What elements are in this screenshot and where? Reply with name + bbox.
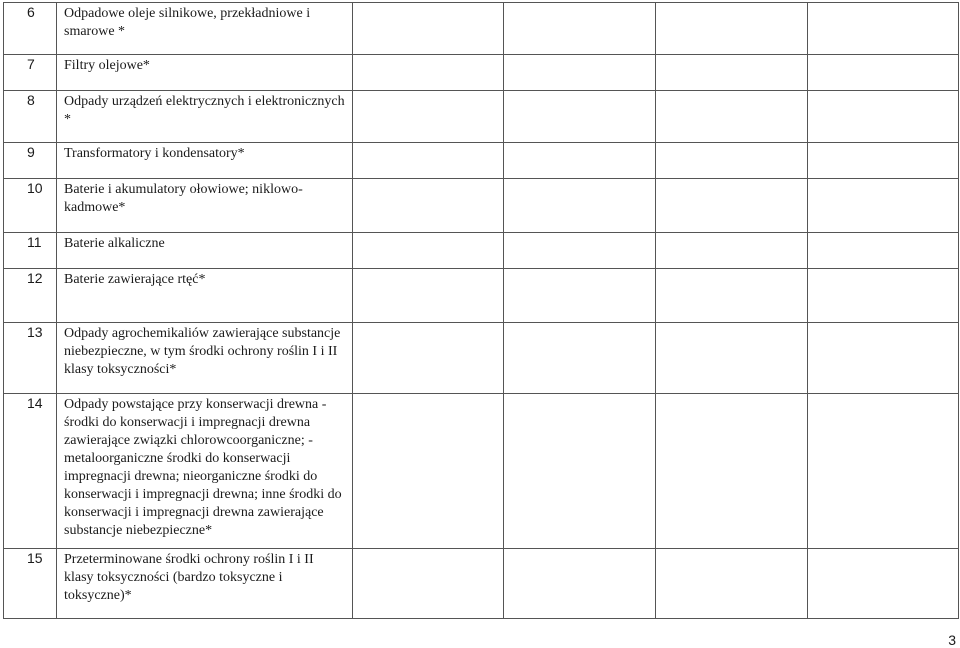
row-number: 14	[4, 394, 57, 549]
empty-cell	[353, 269, 504, 323]
waste-name: Baterie zawierające rtęć*	[57, 269, 353, 323]
empty-cell	[656, 143, 808, 179]
row-number: 7	[4, 55, 57, 91]
row-number: 8	[4, 91, 57, 143]
waste-table	[3, 2, 959, 619]
table-row	[4, 179, 959, 233]
waste-name: Odpadowe oleje silnikowe, przekładniowe i smarowe *	[57, 3, 353, 55]
empty-cell	[504, 55, 656, 91]
empty-cell	[504, 3, 656, 55]
empty-cell	[504, 269, 656, 323]
empty-cell	[808, 269, 959, 323]
empty-cell	[656, 549, 808, 619]
empty-cell	[656, 55, 808, 91]
empty-cell	[353, 233, 504, 269]
row-number: 11	[4, 233, 57, 269]
empty-cell	[353, 394, 504, 549]
empty-cell	[656, 3, 808, 55]
empty-cell	[353, 143, 504, 179]
table-row	[4, 269, 959, 323]
empty-cell	[656, 269, 808, 323]
empty-cell	[353, 3, 504, 55]
empty-cell	[504, 549, 656, 619]
table-row	[4, 549, 959, 619]
empty-cell	[808, 233, 959, 269]
empty-cell	[808, 394, 959, 549]
empty-cell	[504, 143, 656, 179]
empty-cell	[808, 179, 959, 233]
empty-cell	[656, 394, 808, 549]
empty-cell	[808, 323, 959, 394]
empty-cell	[353, 91, 504, 143]
page-number: 3	[948, 632, 956, 648]
empty-cell	[353, 179, 504, 233]
table-row	[4, 233, 959, 269]
waste-name: Transformatory i kondensatory*	[57, 143, 353, 179]
waste-name: Baterie i akumulatory ołowiowe; niklowo-kadmowe*	[57, 179, 353, 233]
row-number: 15	[4, 549, 57, 619]
table-row	[4, 394, 959, 549]
empty-cell	[504, 179, 656, 233]
empty-cell	[504, 323, 656, 394]
empty-cell	[504, 394, 656, 549]
empty-cell	[504, 233, 656, 269]
waste-name: Filtry olejowe*	[57, 55, 353, 91]
empty-cell	[353, 55, 504, 91]
row-number: 13	[4, 323, 57, 394]
row-number: 6	[4, 3, 57, 55]
table-row	[4, 143, 959, 179]
table-row	[4, 91, 959, 143]
waste-name: Odpady urządzeń elektrycznych i elektronicznych *	[57, 91, 353, 143]
empty-cell	[353, 323, 504, 394]
empty-cell	[656, 323, 808, 394]
table-row	[4, 323, 959, 394]
empty-cell	[504, 91, 656, 143]
row-number: 12	[4, 269, 57, 323]
waste-name: Baterie alkaliczne	[57, 233, 353, 269]
empty-cell	[656, 233, 808, 269]
empty-cell	[656, 91, 808, 143]
empty-cell	[808, 55, 959, 91]
waste-name: Przeterminowane środki ochrony roślin I i II klasy toksyczności (bardzo toksyczne i toksyczne)*	[57, 549, 353, 619]
row-number: 10	[4, 179, 57, 233]
row-number: 9	[4, 143, 57, 179]
waste-name: Odpady agrochemikaliów zawierające substancje niebezpieczne, w tym środki ochrony roślin I i II klasy toksyczności*	[57, 323, 353, 394]
empty-cell	[808, 549, 959, 619]
table-row	[4, 3, 959, 55]
empty-cell	[353, 549, 504, 619]
empty-cell	[656, 179, 808, 233]
table-row	[4, 55, 959, 91]
waste-name: Odpady powstające przy konserwacji drewna - środki do konserwacji i impregnacji drewna zawierające związki chlorowcoorganiczne; - metaloorganiczne środki do konserwacji impregnacji drewna; nieorganiczne środki do konserwacji i impregnacji drewna; inne środki do konserwacji i impregnacji drewna zawierające substancje niebezpieczne*	[57, 394, 353, 549]
empty-cell	[808, 3, 959, 55]
empty-cell	[808, 91, 959, 143]
empty-cell	[808, 143, 959, 179]
